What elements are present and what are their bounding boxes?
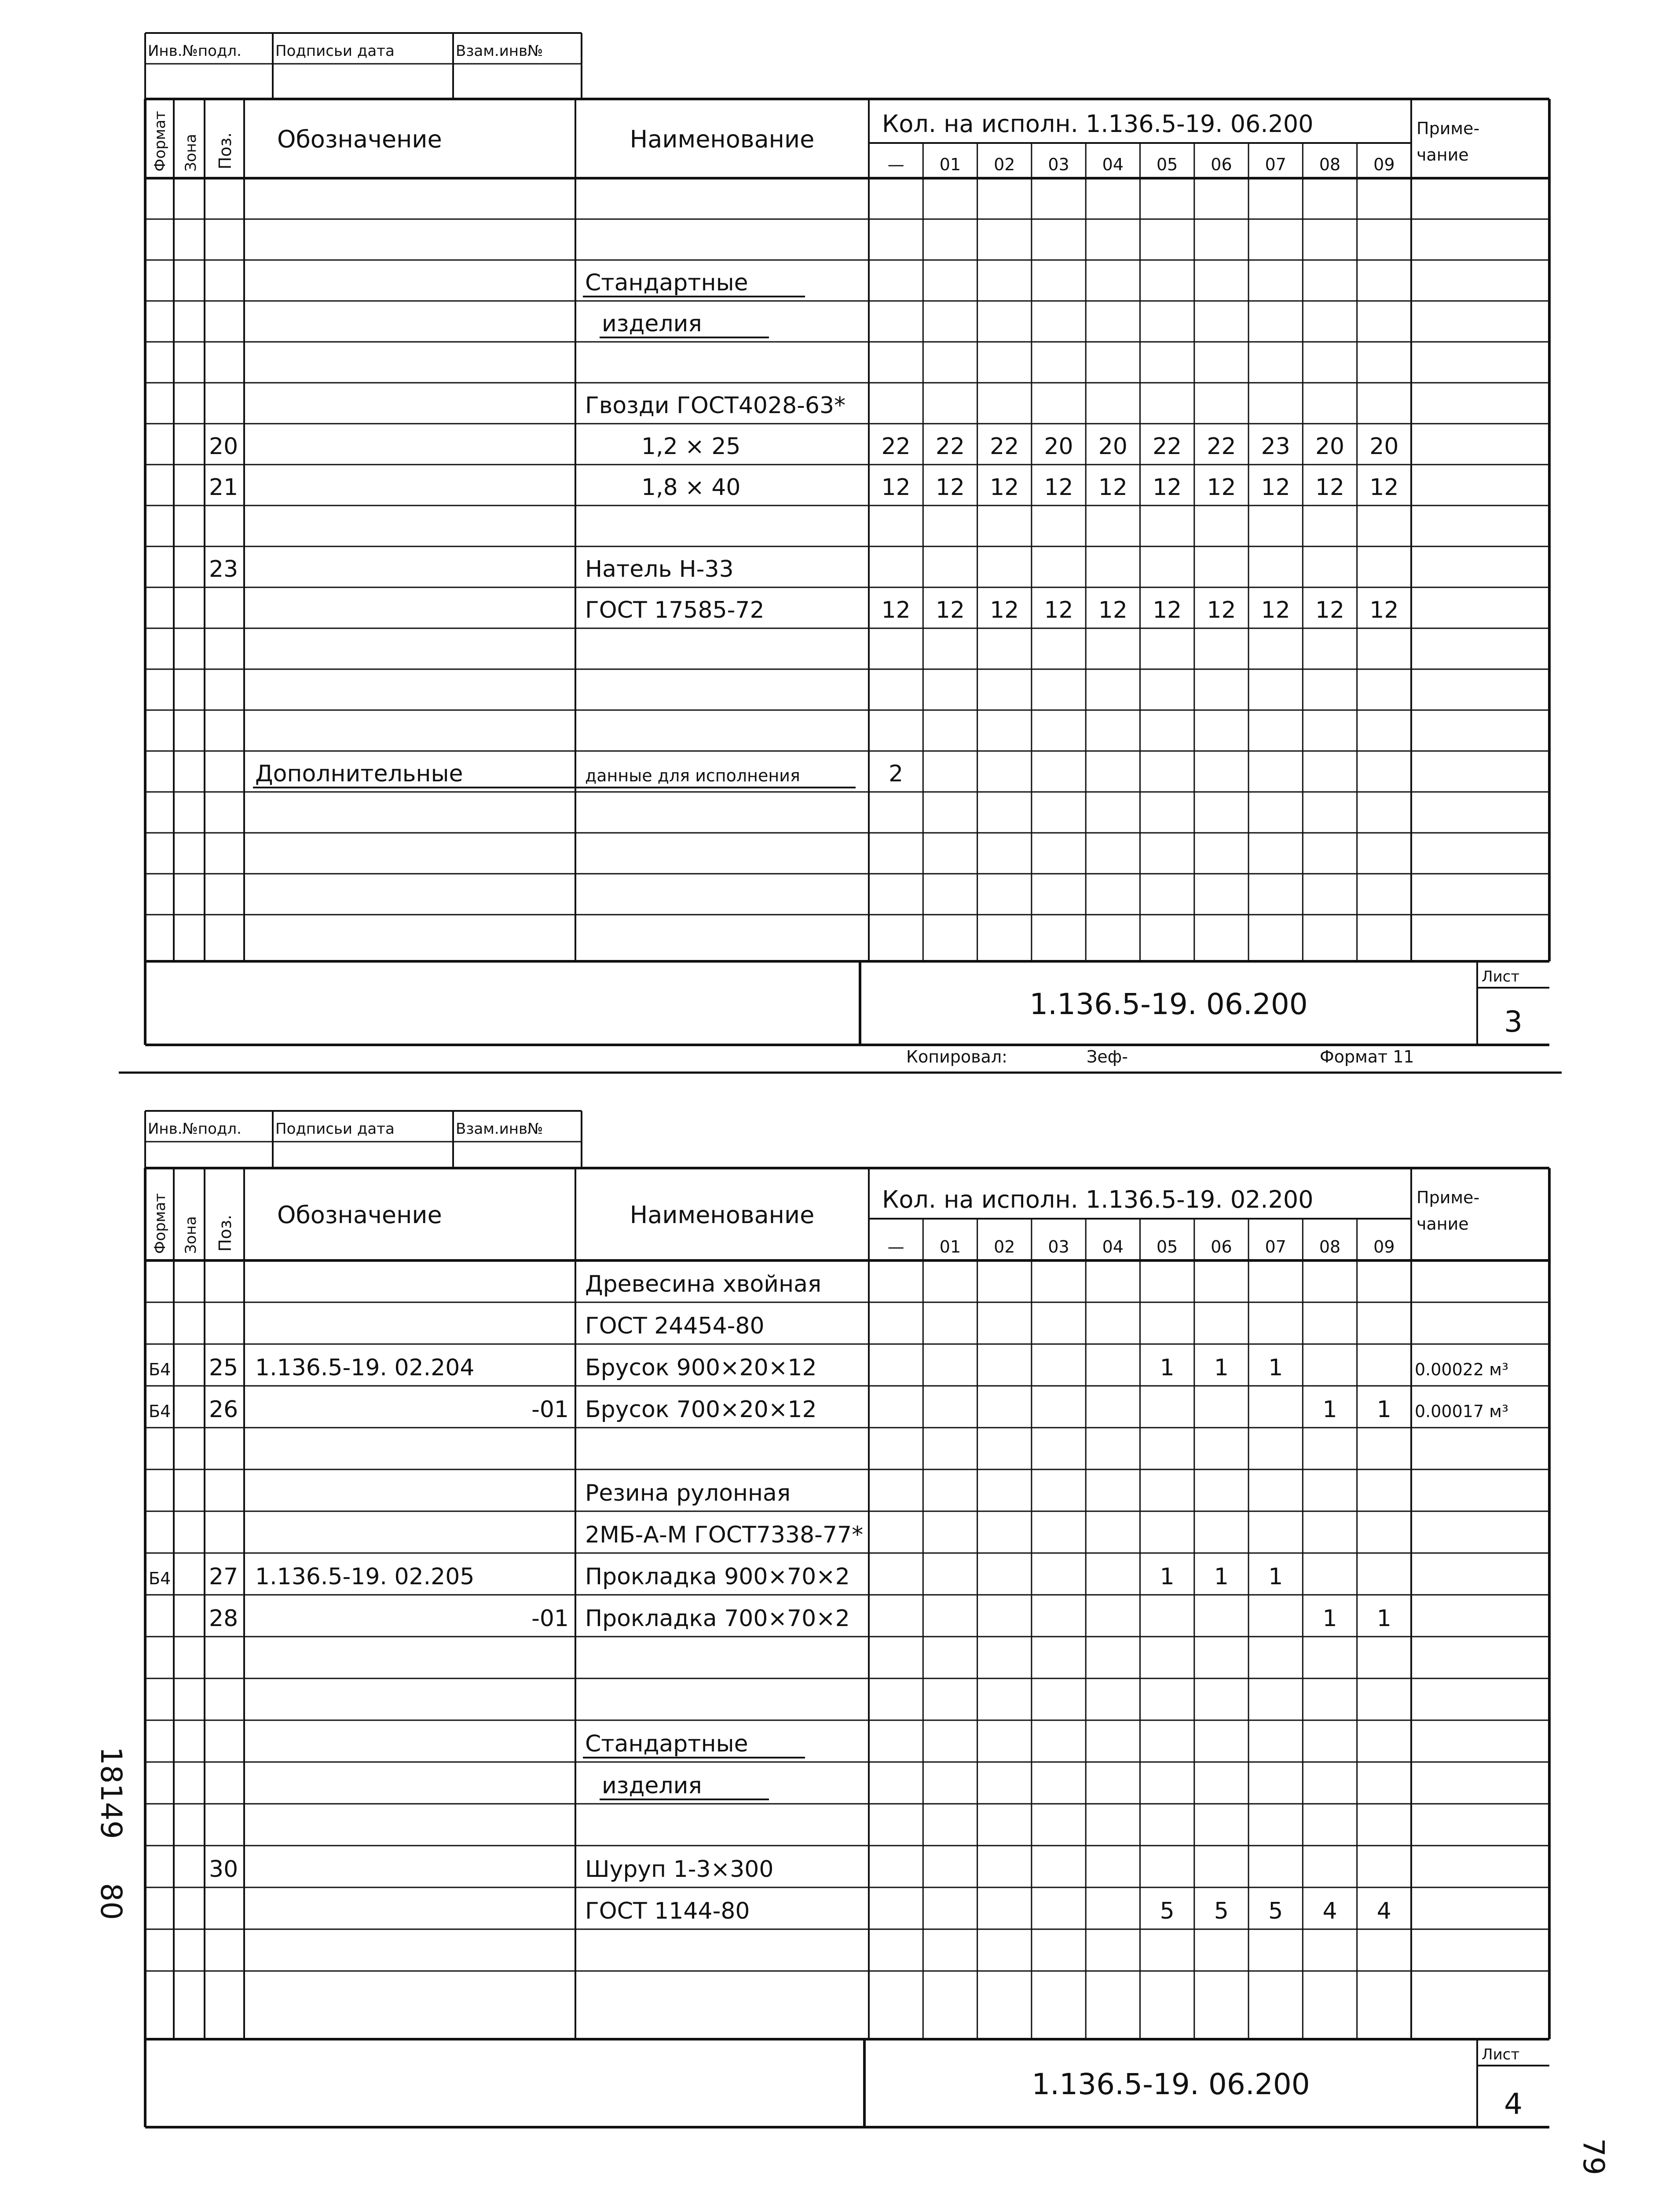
qty-value: 12 xyxy=(1261,597,1290,623)
exec-col-header: 03 xyxy=(1048,155,1069,174)
qty-value: 12 xyxy=(1153,474,1182,501)
stamp-vzam-inv: Взам.инв№ xyxy=(456,1120,543,1138)
qty-value: 1 xyxy=(1160,1564,1175,1590)
header-prim-1: Приме- xyxy=(1416,1188,1480,1207)
row-naimenovanie: Резина рулонная xyxy=(585,1480,791,1506)
title-code: 1.136.5-19. 06.200 xyxy=(1029,987,1308,1021)
qty-value: 12 xyxy=(881,474,911,501)
exec-col-header: 09 xyxy=(1373,1237,1395,1257)
exec-col-header: 08 xyxy=(1319,1237,1341,1257)
header-oboznachenie: Обозначение xyxy=(277,1201,442,1229)
row-poz: 23 xyxy=(209,556,238,582)
row-poz: 27 xyxy=(209,1564,238,1590)
copied-label: Копировал: xyxy=(906,1047,1007,1066)
qty-value: 5 xyxy=(1268,1898,1283,1924)
qty-value: 12 xyxy=(1098,597,1127,623)
row-format: Б4 xyxy=(149,1569,171,1588)
row-poz: 20 xyxy=(209,433,238,460)
row-naimenovanie: Брусок 900×20×12 xyxy=(585,1355,817,1381)
row-poz: 26 xyxy=(209,1396,238,1423)
row-primechanie: 0.00022 м³ xyxy=(1415,1360,1509,1379)
qty-value: 12 xyxy=(1315,474,1345,501)
exec-col-header: — xyxy=(887,1237,904,1257)
qty-value: 4 xyxy=(1376,1898,1391,1924)
row-poz: 25 xyxy=(209,1355,238,1381)
header-naimenovanie: Наименование xyxy=(630,1201,815,1229)
header-kol-label: Кол. на исполн. 1.136.5-19. 06.200 xyxy=(882,110,1314,138)
qty-value: 20 xyxy=(1098,433,1127,460)
qty-value: 12 xyxy=(1044,474,1073,501)
qty-value: 23 xyxy=(1261,433,1290,460)
row-oboznachenie: Дополнительные xyxy=(255,761,463,787)
qty-value: 1 xyxy=(1160,1355,1175,1381)
row-naimenovanie: ГОСТ 1144-80 xyxy=(585,1898,750,1924)
qty-value: 20 xyxy=(1044,433,1073,460)
qty-value: 1 xyxy=(1376,1605,1391,1632)
qty-value: 20 xyxy=(1369,433,1399,460)
header-poz: Поз. xyxy=(216,1214,235,1252)
row-primechanie: 0.00017 м³ xyxy=(1415,1402,1509,1421)
qty-value: 12 xyxy=(1315,597,1345,623)
qty-value: 22 xyxy=(935,433,965,460)
page-number: 79 xyxy=(1577,2138,1610,2175)
row-naimenovanie: данные для исполнения xyxy=(585,766,800,785)
exec-col-header: 02 xyxy=(994,1237,1015,1257)
row-naimenovanie: ГОСТ 17585-72 xyxy=(585,597,765,623)
header-prim-2: чание xyxy=(1416,1214,1469,1234)
qty-value: 22 xyxy=(1153,433,1182,460)
header-prim-1: Приме- xyxy=(1416,119,1480,138)
qty-value: 5 xyxy=(1160,1898,1175,1924)
row-naimenovanie: Гвозди ГОСТ4028-63* xyxy=(585,392,846,419)
row-poz: 30 xyxy=(209,1856,238,1883)
list-label: Лист xyxy=(1482,968,1520,985)
header-prim-2: чание xyxy=(1416,145,1469,165)
qty-value: 1 xyxy=(1214,1355,1229,1381)
qty-value: 12 xyxy=(1044,597,1073,623)
qty-value: 12 xyxy=(1098,474,1127,501)
qty-value: 1 xyxy=(1268,1355,1283,1381)
title-code: 1.136.5-19. 06.200 xyxy=(1032,2067,1310,2101)
row-naimenovanie: Шуруп 1-3×300 xyxy=(585,1856,774,1883)
exec-col-header: 07 xyxy=(1265,155,1286,174)
exec-col-header: 07 xyxy=(1265,1237,1286,1257)
exec-col-header: 06 xyxy=(1211,1237,1232,1257)
qty-value: 12 xyxy=(1261,474,1290,501)
row-naimenovanie: 1,8 × 40 xyxy=(641,474,741,501)
qty-value: 2 xyxy=(889,761,904,787)
row-naimenovanie: Стандартные xyxy=(585,270,748,296)
qty-value: 12 xyxy=(1369,597,1399,623)
margin-note: 18149 xyxy=(94,1747,128,1839)
header-zona: Зона xyxy=(182,1216,200,1254)
row-naimenovanie: Стандартные xyxy=(585,1731,748,1757)
exec-col-header: 02 xyxy=(994,155,1015,174)
header-format: Формат xyxy=(151,1193,169,1254)
row-oboznachenie: 1.136.5-19. 02.204 xyxy=(255,1355,475,1381)
row-naimenovanie: 2МБ-А-М ГОСТ7338-77* xyxy=(585,1522,864,1548)
header-naimenovanie: Наименование xyxy=(630,125,815,153)
qty-value: 4 xyxy=(1322,1898,1337,1924)
list-number: 4 xyxy=(1504,2087,1523,2121)
row-naimenovanie: Брусок 700×20×12 xyxy=(585,1396,817,1423)
list-number: 3 xyxy=(1504,1005,1523,1039)
row-naimenovanie: Натель Н-33 xyxy=(585,556,734,582)
qty-value: 12 xyxy=(881,597,911,623)
row-naimenovanie: 1,2 × 25 xyxy=(641,433,741,460)
exec-col-header: 03 xyxy=(1048,1237,1069,1257)
qty-value: 12 xyxy=(1369,474,1399,501)
qty-value: 20 xyxy=(1315,433,1345,460)
exec-col-header: 01 xyxy=(939,1237,961,1257)
row-naimenovanie: Древесина хвойная xyxy=(585,1271,822,1297)
header-oboznachenie: Обозначение xyxy=(277,125,442,153)
qty-value: 12 xyxy=(1207,474,1236,501)
qty-value: 12 xyxy=(990,597,1019,623)
header-zona: Зона xyxy=(182,134,200,172)
row-naimenovanie: изделия xyxy=(602,1773,702,1799)
row-oboznachenie: -01 xyxy=(531,1605,569,1632)
qty-value: 12 xyxy=(935,474,965,501)
exec-col-header: — xyxy=(887,155,904,174)
list-label: Лист xyxy=(1482,2046,1520,2063)
stamp-podp-data: Подписьи дата xyxy=(275,1120,395,1138)
row-poz: 28 xyxy=(209,1605,238,1632)
row-naimenovanie: ГОСТ 24454-80 xyxy=(585,1313,765,1339)
header-poz: Поз. xyxy=(216,132,235,169)
row-naimenovanie: изделия xyxy=(602,311,702,337)
row-format: Б4 xyxy=(149,1360,171,1379)
row-naimenovanie: Прокладка 900×70×2 xyxy=(585,1564,850,1590)
exec-col-header: 04 xyxy=(1102,155,1124,174)
qty-value: 22 xyxy=(881,433,911,460)
exec-col-header: 09 xyxy=(1373,155,1395,174)
row-poz: 21 xyxy=(209,474,238,501)
exec-col-header: 05 xyxy=(1156,155,1178,174)
qty-value: 1 xyxy=(1376,1396,1391,1423)
row-oboznachenie: 1.136.5-19. 02.205 xyxy=(255,1564,475,1590)
row-format: Б4 xyxy=(149,1402,171,1421)
qty-value: 5 xyxy=(1214,1898,1229,1924)
exec-col-header: 08 xyxy=(1319,155,1341,174)
stamp-vzam-inv: Взам.инв№ xyxy=(456,42,543,60)
header-format: Формат xyxy=(151,111,169,172)
qty-value: 1 xyxy=(1214,1564,1229,1590)
exec-col-header: 06 xyxy=(1211,155,1232,174)
qty-value: 22 xyxy=(1207,433,1236,460)
format-label: Формат 11 xyxy=(1320,1047,1414,1066)
exec-col-header: 01 xyxy=(939,155,961,174)
stamp-inv-podl: Инв.№подл. xyxy=(148,1120,242,1138)
row-oboznachenie: -01 xyxy=(531,1396,569,1423)
margin-note: 80 xyxy=(94,1883,128,1920)
qty-value: 12 xyxy=(935,597,965,623)
qty-value: 1 xyxy=(1322,1396,1337,1423)
copied-signature: Зеф- xyxy=(1087,1047,1128,1066)
exec-col-header: 04 xyxy=(1102,1237,1124,1257)
row-naimenovanie: Прокладка 700×70×2 xyxy=(585,1605,850,1632)
qty-value: 12 xyxy=(1153,597,1182,623)
qty-value: 1 xyxy=(1268,1564,1283,1590)
qty-value: 22 xyxy=(990,433,1019,460)
qty-value: 1 xyxy=(1322,1605,1337,1632)
exec-col-header: 05 xyxy=(1156,1237,1178,1257)
header-kol-label: Кол. на исполн. 1.136.5-19. 02.200 xyxy=(882,1186,1314,1213)
qty-value: 12 xyxy=(1207,597,1236,623)
stamp-podp-data: Подписьи дата xyxy=(275,42,395,60)
stamp-inv-podl: Инв.№подл. xyxy=(148,42,242,60)
qty-value: 12 xyxy=(990,474,1019,501)
